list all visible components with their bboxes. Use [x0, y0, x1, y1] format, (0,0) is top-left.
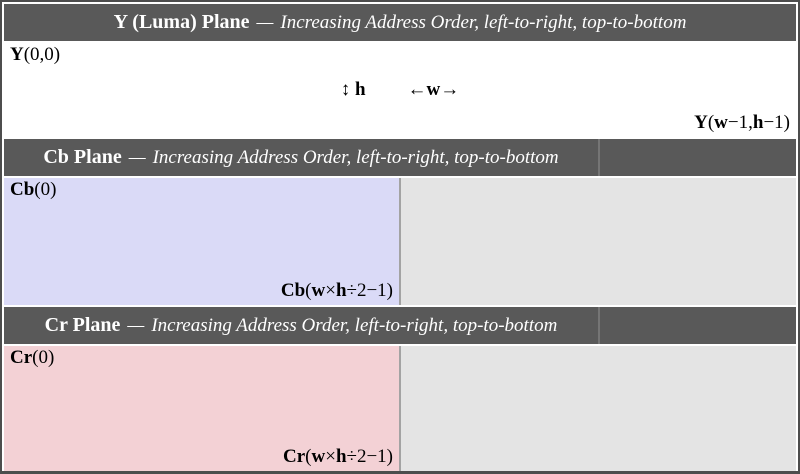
- y-plane-header-subtitle: Increasing Address Order, left-to-right, top-to-bottom: [280, 11, 687, 33]
- cr-plane-row: [4, 346, 796, 471]
- cr-plane-header: [4, 307, 598, 344]
- cr-plane-region: [4, 346, 399, 471]
- cr-plane-header-row: [4, 307, 796, 344]
- y-plane-header: [4, 4, 796, 41]
- cb-origin-label: Cb(0): [10, 179, 57, 200]
- dimension-annotation: [341, 79, 460, 101]
- cr-plane-header-subtitle: Increasing Address Order, left-to-right, top-to-bottom: [151, 314, 558, 336]
- cb-end-label: Cb(w×h÷2−1): [280, 280, 393, 302]
- cr-unused-region: [399, 346, 796, 471]
- header-separator-dash: —: [128, 146, 146, 168]
- header-separator-dash: —: [256, 11, 274, 33]
- cb-unused-region: [399, 178, 796, 305]
- y-plane-header-row: [4, 4, 796, 41]
- cb-plane-header: [4, 139, 598, 176]
- header-separator-dash: —: [127, 314, 145, 336]
- cr-end-label: Cr(w×h÷2−1): [283, 446, 393, 468]
- cr-plane-header-spare-cell: [598, 307, 796, 344]
- y-end-label: Y(w−1,h−1): [694, 112, 790, 134]
- y-plane-header-title: Y (Luma) Plane: [113, 11, 250, 33]
- cr-origin-label: Cr(0): [10, 347, 55, 368]
- y-origin-label: Y(0,0): [10, 44, 61, 65]
- y-plane-row: [4, 43, 796, 137]
- y-plane-region: [4, 43, 796, 137]
- cb-plane-region: [4, 178, 399, 305]
- height-annotation: ↕ h: [340, 79, 366, 100]
- width-annotation: ←w→: [407, 79, 460, 100]
- cb-plane-header-title: Cb Plane: [43, 146, 122, 168]
- cb-plane-header-spare-cell: [598, 139, 796, 176]
- cb-plane-row: [4, 178, 796, 305]
- cb-plane-header-subtitle: Increasing Address Order, left-to-right, top-to-bottom: [152, 146, 559, 168]
- cb-plane-header-row: [4, 139, 796, 176]
- cr-plane-header-title: Cr Plane: [44, 314, 121, 336]
